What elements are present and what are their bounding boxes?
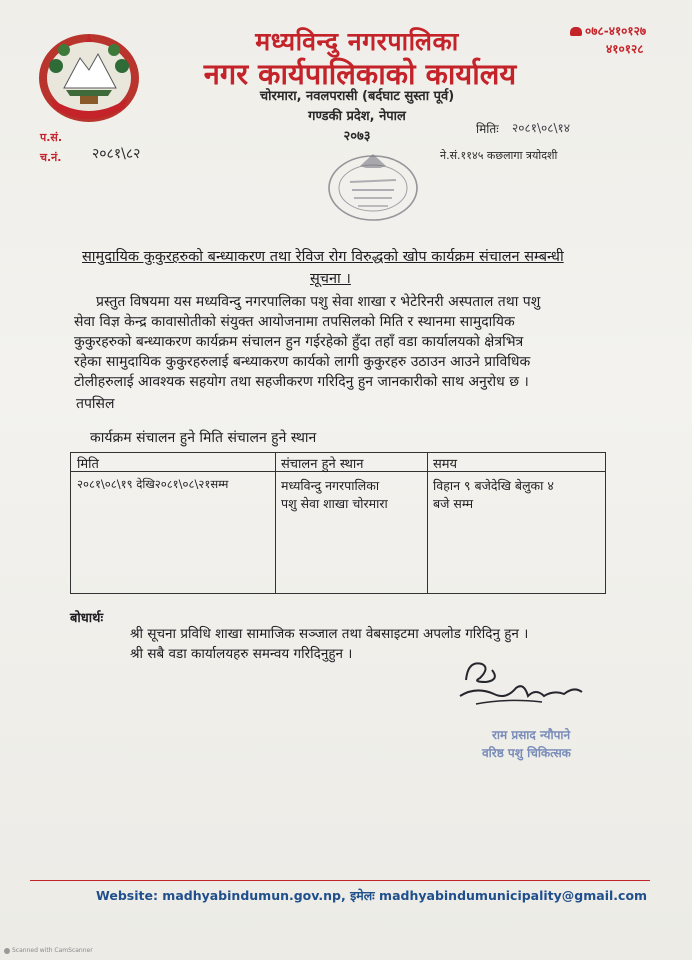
subject-line-1: सामुदायिक कुकुरहरुको बन्ध्याकरण तथा रेविज रोग विरुद्धको खोप कार्यक्रम संचालन सम्बन्धी: [82, 249, 564, 265]
table-cell-time-1: विहान ९ बजेदेखि बेलुका ४: [433, 478, 554, 493]
established-year: २०७३: [343, 129, 371, 144]
cc-item-1: श्री सूचना प्रविधि शाखा सामाजिक सञ्जाल तथा वेबसाइटमा अपलोड गरिदिनु हुन ।: [130, 626, 529, 642]
footer-divider: [30, 880, 650, 881]
patra-sankhya-label: प.सं.: [40, 131, 63, 144]
phone-number-2: ४१०१२८: [606, 42, 644, 56]
signatory-name-stamp: राम प्रसाद न्यौपाने: [492, 728, 571, 742]
nepal-emblem-logo: [36, 28, 142, 124]
body-line-3: कुकुरहरुको बन्ध्याकरण कार्यक्रम संचालन हुन गईरहेको हुँदा तहाँ वडा कार्यालयको क्षेत्रभित्र: [74, 334, 524, 350]
office-seal-stamp: [320, 148, 426, 224]
table-cell-time-2: बजे सम्म: [433, 496, 474, 511]
phone-1-text: ०७८-४१०१२७: [585, 24, 647, 38]
subject-line-2: सूचना ।: [310, 271, 351, 287]
scanner-watermark-text: Scanned with CamScanner: [12, 947, 93, 954]
address-line-2: गण्डकी प्रदेश, नेपाल: [308, 109, 406, 124]
office-name: नगर कार्यपालिकाको कार्यालय: [203, 57, 517, 91]
camscanner-icon: [4, 948, 10, 954]
table-col-divider: [427, 453, 428, 593]
table-header-place: संचालन हुने स्थान: [281, 457, 364, 472]
schedule-table: [70, 452, 606, 594]
date-label: मितिः: [476, 122, 499, 136]
scanner-watermark: [4, 947, 93, 954]
cc-item-2: श्री सबै वडा कार्यालयहरु समन्वय गरिदिनुहुन ।: [130, 646, 353, 662]
footer-contact: Website: madhyabindumun.gov.np, इमेलः madhyabindumunicipality@gmail.com: [96, 888, 648, 903]
body-line-5: टोलीहरुलाई आवश्यक सहयोग तथा सहजीकरण गरिदिनु हुन जानकारीको साथ अनुरोध छ ।: [74, 374, 529, 390]
body-line-1: प्रस्तुत विषयमा यस मध्यविन्दु नगरपालिका पशु सेवा शाखा र भेटेरिनरी अस्पताल तथा पशु: [96, 294, 541, 310]
nepal-samvat-date: ने.सं.११४५ कछलागा त्रयोदशी: [440, 149, 558, 162]
program-title: कार्यक्रम संचालन हुने मिति संचालन हुने स्थान: [90, 430, 317, 446]
table-cell-place-1: मध्यविन्दु नगरपालिका: [281, 478, 380, 493]
table-col-divider: [275, 453, 276, 593]
table-cell-date: २०८१\०८\१९ देखि२०८१\०८\२१सम्म: [77, 477, 229, 491]
chalani-number-value: २०८१\८२: [92, 146, 141, 162]
cc-label: बोधार्थः: [70, 611, 104, 626]
tapsil-label: तपसिल: [76, 396, 115, 412]
phone-number-1: [570, 22, 646, 39]
org-name: मध्यविन्दु नगरपालिका: [255, 27, 459, 56]
phone-icon: [570, 27, 582, 36]
handwritten-signature: [446, 652, 596, 718]
body-line-2: सेवा विज्ञ केन्द्र कावासोतीको संयुक्त आयोजनामा तपसिलको मिति र स्थानमा सामुदायिक: [74, 314, 515, 330]
table-header-date: मिति: [77, 457, 99, 472]
table-cell-place-2: पशु सेवा शाखा चोरमारा: [281, 496, 388, 511]
address-line-1: चोरमारा, नवलपरासी (बर्दघाट सुस्ता पूर्व): [259, 89, 455, 104]
chalani-number-label: च.नं.: [40, 151, 62, 164]
table-header-time: समय: [433, 457, 458, 472]
signatory-title-stamp: वरिष्ठ पशु चिकित्सक: [482, 746, 571, 760]
body-line-4: रहेका सामुदायिक कुकुरहरुलाई बन्ध्याकरण कार्यको लागी कुकुरहरु उठाउन आउने प्राविधिक: [74, 354, 531, 370]
date-value: २०८१\०८\१४: [512, 121, 571, 135]
